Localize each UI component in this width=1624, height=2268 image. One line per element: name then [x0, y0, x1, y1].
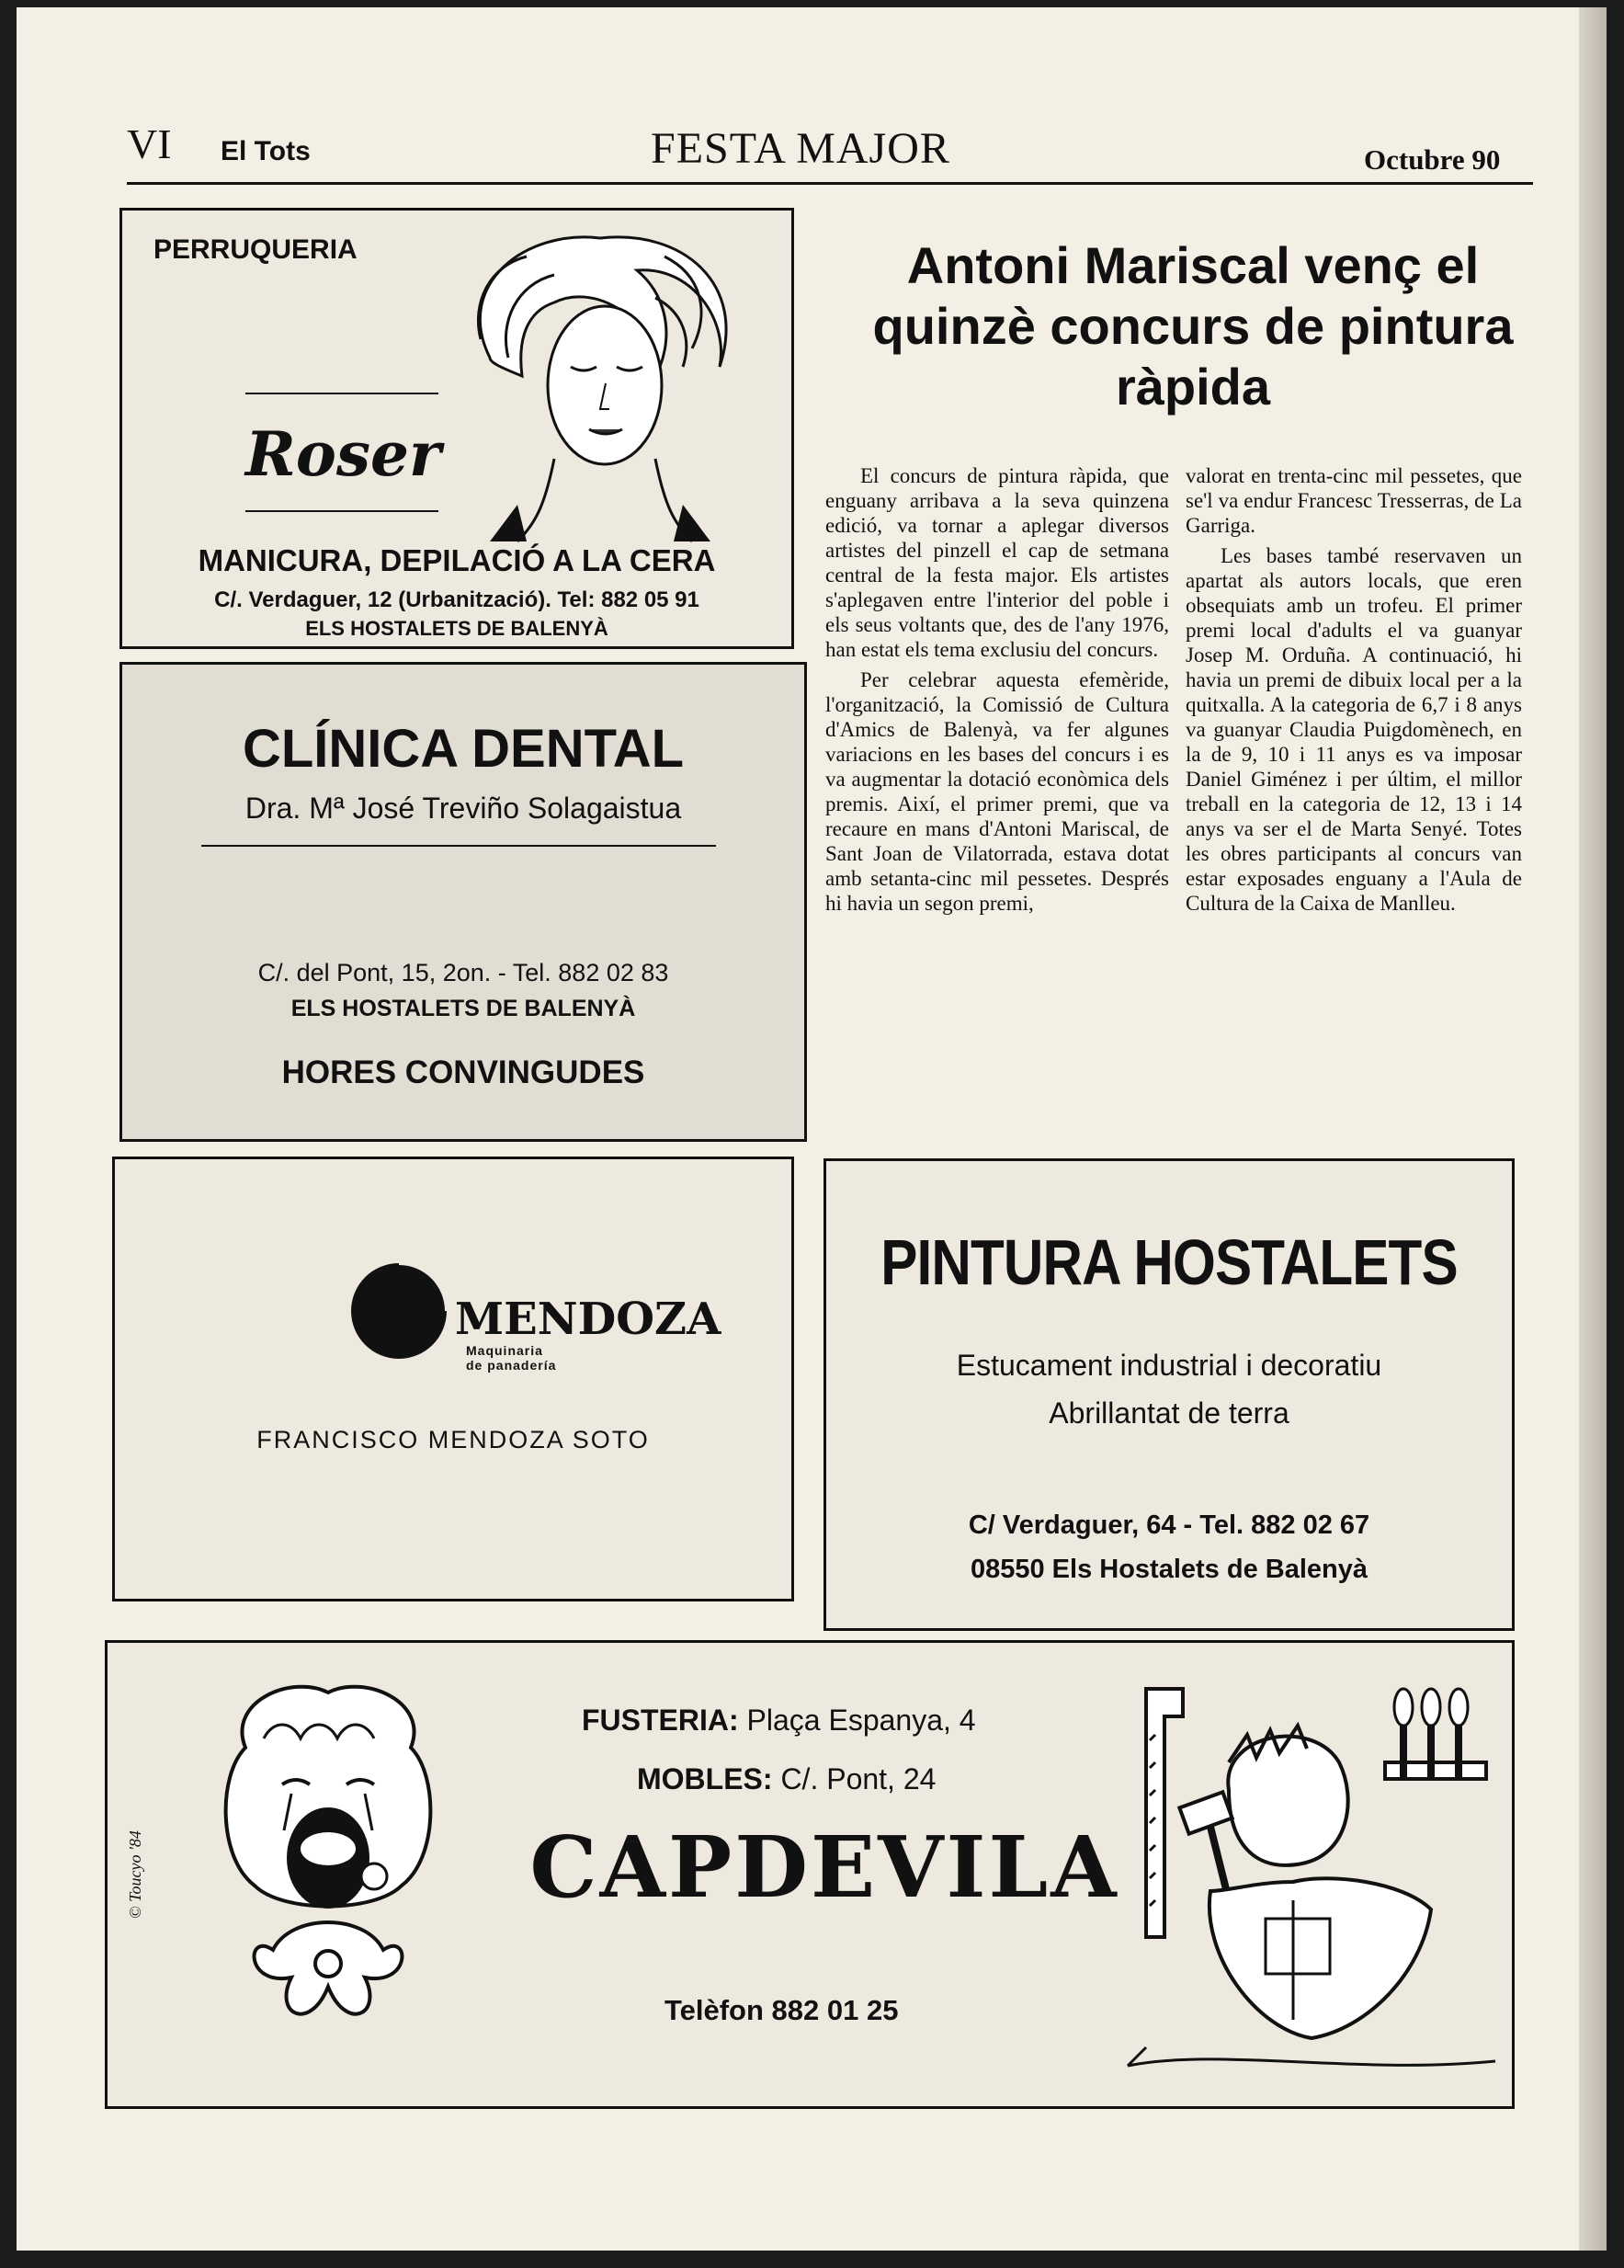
page-spine	[1579, 7, 1607, 2251]
ad-services: MANICURA, DEPILACIÓ A LA CERA	[198, 543, 716, 577]
fusteria-label: FUSTERIA:	[582, 1704, 739, 1737]
article-paragraph: Per celebrar aquesta efemèride, l'organització, la Comissió de Cultura d'Amics de Balenyà, va fer algunes variacions en les bases del concurs i es va augmentar la dotació econòmica dels premis. Així, el primer premi, que va recaure en mans d'Antoni Mariscal, de Sant Joan de Vilatorrada, estava dotat amb setanta-cinc mil pessetes. Després hi havia un segon premi,	[825, 668, 1169, 915]
artist-signature: © Toucyo '84	[126, 1830, 144, 1919]
mobles-label: MOBLES:	[637, 1762, 773, 1795]
mendoza-owner: FRANCISCO MENDOZA SOTO	[256, 1426, 650, 1453]
salon-name: Roser	[245, 418, 441, 490]
clinic-title: CLÍNICA DENTAL	[242, 719, 685, 779]
mendoza-tagline-1: Maquinaria	[466, 1343, 543, 1358]
ad-perruqueria	[119, 208, 794, 649]
capdevila-brand: CAPDEVILA	[529, 1818, 1119, 1917]
capdevila-phone: Telèfon 882 01 25	[664, 1994, 899, 2026]
pintura-title: PINTURA HOSTALETS	[880, 1226, 1458, 1298]
pintura-line-1: Estucament industrial i decoratiu	[956, 1349, 1382, 1382]
ad-town: ELS HOSTALETS DE BALENYÀ	[305, 617, 608, 640]
page-number: VI	[127, 120, 172, 167]
pintura-line-2: Abrillantat de terra	[1049, 1396, 1289, 1430]
ad-address: C/. Verdaguer, 12 (Urbanització). Tel: 882 05 91	[214, 587, 699, 612]
article-paragraph: Les bases també reservaven un apartat als autors locals, que eren obsequiats amb un trofeu. El primer premi local d'adults el va guanyar Josep M. Orduña. A continuació, hi havia un premi de dibuix local per a la quitxalla. A la categoria de 6,7 i 8 anys va guanyar Claudia Puigdomènech, en la de 9, 10 i 11 anys es va imposar Daniel Giménez i per últim, el millor treball en la categoria de 12, 13 i 14 anys va ser el de Marta Senyé. Totes les obres participants al concurs van estar exposades enguany a l'Aula de Cultura de la Caixa de Manlleu.	[1186, 544, 1522, 915]
clinic-doctor: Dra. Mª José Treviño Solagaistua	[244, 792, 682, 825]
mendoza-tagline-2: de panadería	[466, 1358, 557, 1373]
ad-capdevila	[105, 1640, 1515, 2109]
mendoza-brand: MENDOZA	[455, 1294, 721, 1345]
pintura-town: 08550 Els Hostalets de Balenyà	[970, 1555, 1368, 1584]
article-column-2	[1186, 463, 1522, 921]
mobles-line	[637, 1762, 936, 1796]
clinic-town: ELS HOSTALETS DE BALENYÀ	[290, 996, 636, 1021]
ad-clinica-dental	[119, 662, 807, 1142]
mobles-address: C/. Pont, 24	[780, 1762, 937, 1795]
ad-divider	[245, 393, 438, 394]
clinic-address: C/. del Pont, 15, 2on. - Tel. 882 02 83	[257, 959, 669, 986]
ad-divider	[245, 510, 438, 512]
paper-name: El Tots	[221, 136, 311, 166]
issue-date: Octubre 90	[1364, 143, 1501, 176]
fusteria-line	[582, 1704, 976, 1738]
ad-mendoza	[112, 1157, 794, 1601]
ad-pintura-hostalets	[823, 1158, 1515, 1631]
header-rule	[127, 182, 1533, 185]
article-paragraph: El concurs de pintura ràpida, que enguany arribava a la seva quinzena edició, va tornar a aplegar diversos artistes del pinzell el cap de setmana central de la festa major. Els artistes s'aplegaven entre l'interior del poble i els seus voltants que, des de l'any 1976, han estat els tema exclusiu del concurs.	[825, 464, 1169, 661]
pintura-address: C/ Verdaguer, 64 - Tel. 882 02 67	[968, 1510, 1370, 1540]
ad-kind: PERRUQUERIA	[153, 234, 358, 265]
article-column-1	[825, 463, 1169, 921]
section-title: FESTA MAJOR	[651, 124, 950, 173]
mendoza-logo-icon	[348, 1260, 449, 1362]
crying-baby-illustration	[209, 1674, 448, 2079]
article-headline: Antoni Mariscal venç el quinzè concurs de pintura ràpida	[872, 236, 1514, 416]
fusteria-address: Plaça Espanya, 4	[746, 1704, 976, 1737]
clinic-divider	[201, 845, 716, 847]
woman-illustration	[453, 229, 747, 541]
carpenter-illustration	[1128, 1680, 1495, 2084]
article-paragraph: valorat en trenta-cinc mil pessetes, que se'l va endur Francesc Tresserras, de La Garriga.	[1186, 464, 1522, 537]
clinic-hours: HORES CONVINGUDES	[281, 1054, 645, 1090]
newspaper-page	[17, 7, 1607, 2251]
